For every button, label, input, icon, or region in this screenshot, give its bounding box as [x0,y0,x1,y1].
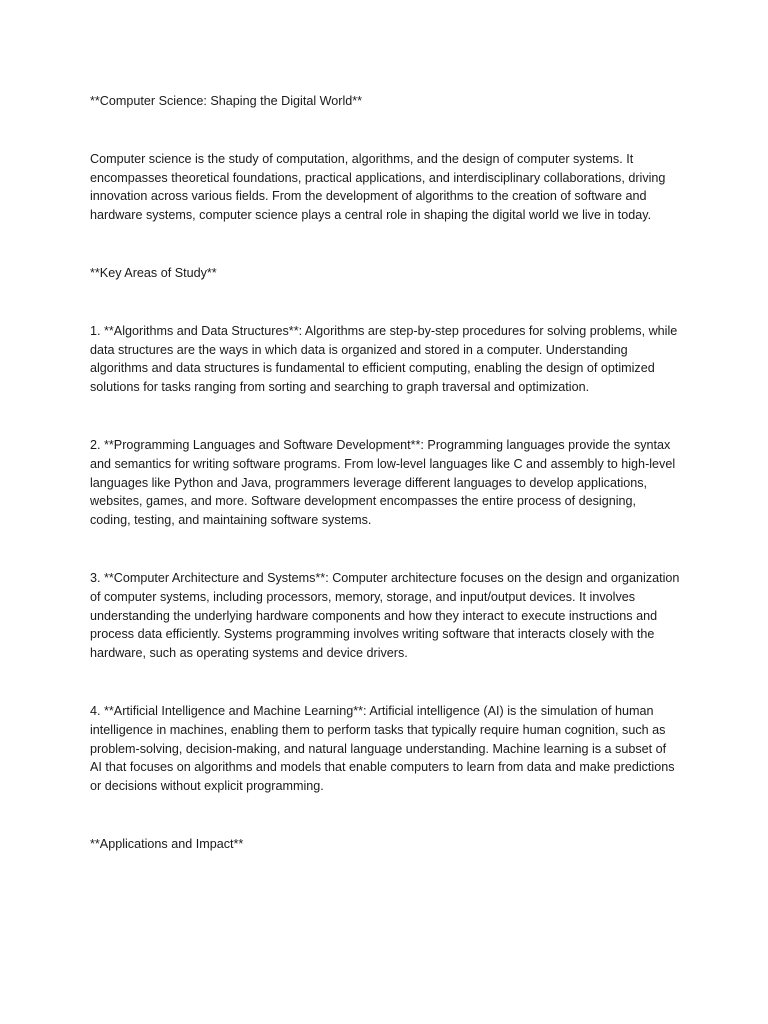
list-item-computer-architecture: 3. **Computer Architecture and Systems**: Computer architecture focuses on the design and organization of computer systems, including processors, memory, storage, and input/output devices. It involves understanding the underlying hardware components and how they interact to execute instructions and process data efficiently. Systems programming involves writing software that interacts closely with the hardware, such as operating systems and device drivers. [90,570,680,661]
key-areas-heading: **Key Areas of Study** [90,265,217,280]
document-title: **Computer Science: Shaping the Digital World** [90,94,363,108]
intro-paragraph: Computer science is the study of computation, algorithms, and the design of computer systems. It encompasses theoretical foundations, practical applications, and interdisciplinary collaborations, driving innovation across various fields. From the development of algorithms to the creation of software and hardware systems, computer science plays a central role in shaping the digital world we live in today. [90,151,666,223]
document-body [90,92,680,854]
applications-heading: **Applications and Impact** [90,836,244,851]
list-item-algorithms: 1. **Algorithms and Data Structures**: Algorithms are step-by-step procedures for solving problems, while data structures are the ways in which data is organized and stored in a computer. Understanding algorithms and data structures is fundamental to efficient computing, enabling the design of optimized solutions for tasks ranging from sorting and searching to graph traversal and optimization. [90,323,678,395]
list-item-programming-languages: 2. **Programming Languages and Software Development**: Programming languages provide the syntax and semantics for writing software programs. From low-level languages like C and assembly to high-level languages like Python and Java, programmers leverage different languages to develop applications, websites, games, and more. Software development encompasses the entire process of designing, coding, testing, and maintaining software systems. [90,437,676,528]
list-item-artificial-intelligence: 4. **Artificial Intelligence and Machine Learning**: Artificial intelligence (AI) is the simulation of human intelligence in machines, enabling them to perform tasks that typically require human cognition, such as problem-solving, decision-making, and natural language understanding. Machine learning is a subset of AI that focuses on algorithms and models that enable computers to learn from data and make predictions or decisions without explicit programming. [90,703,675,794]
